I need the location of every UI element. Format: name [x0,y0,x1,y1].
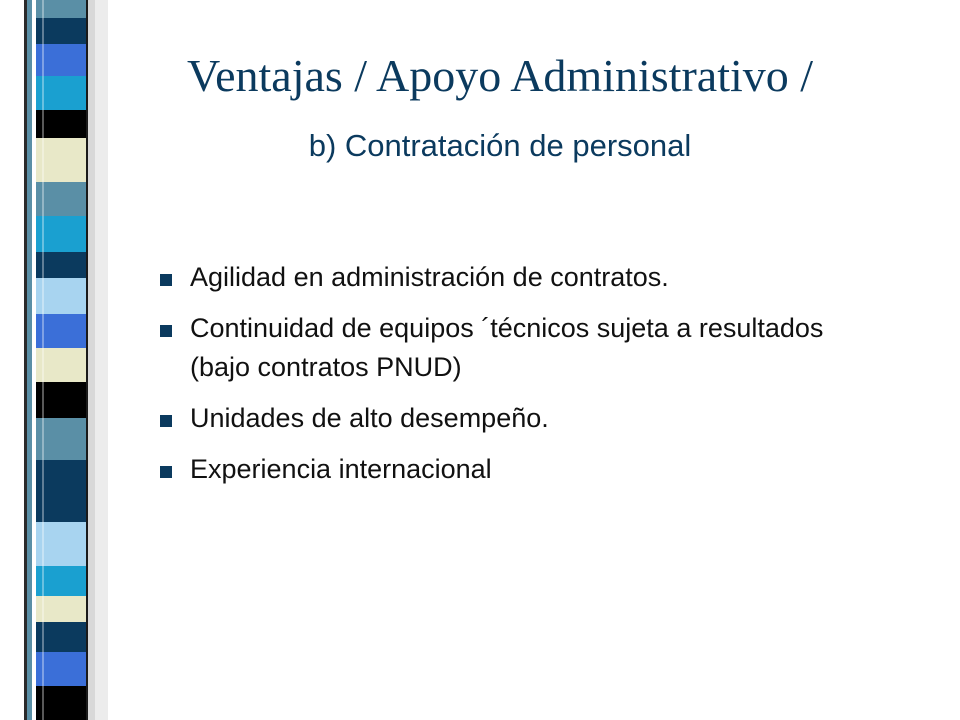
bullet-item [160,309,880,387]
bullet-item [160,450,880,489]
bullet-list [160,258,880,501]
decorative-stripe-bar [0,0,108,720]
bullet-text: Continuidad de equipos ´técnicos sujeta a resultados (bajo contratos PNUD) [190,313,824,382]
stripe-bar-graphic [0,0,108,720]
bullet-item [160,399,880,438]
slide-title: Ventajas / Apoyo Administrativo / [186,50,814,101]
bullet-text: Unidades de alto desempeño. [190,403,549,433]
bullet-text: Experiencia internacional [190,454,492,484]
square-bullet-icon [160,415,172,427]
slide-subtitle: b) Contratación de personal [308,128,692,163]
square-bullet-icon [160,325,172,337]
square-bullet-icon [160,274,172,286]
bullet-item [160,258,880,297]
square-bullet-icon [160,466,172,478]
bullet-text: Agilidad en administración de contratos. [190,262,669,292]
